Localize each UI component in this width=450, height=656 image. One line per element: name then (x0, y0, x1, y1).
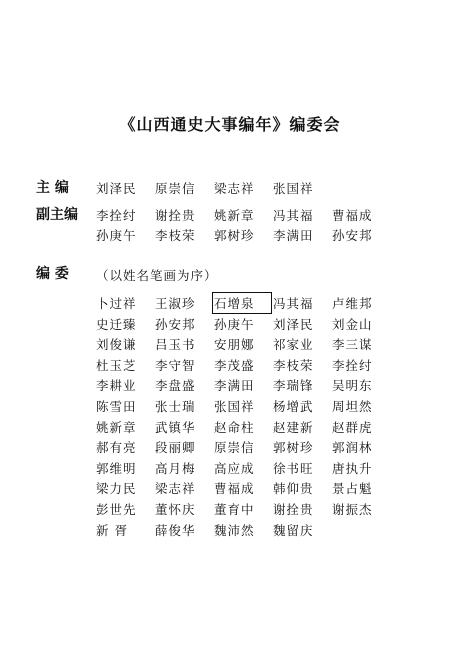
person-name: 董育中 (214, 502, 255, 517)
deputy-editor-row (36, 205, 88, 223)
person-name: 魏留庆 (273, 522, 314, 538)
person-name: 张士瑞 (155, 399, 196, 414)
chief-editor-row (36, 178, 88, 196)
person-name: 吕玉书 (155, 337, 196, 353)
person-name: 梁力民 (96, 481, 137, 497)
person-name: 原崇信 (155, 181, 196, 196)
person-name: 李拴纣 (96, 208, 137, 223)
person-name: 姚新章 (96, 419, 137, 435)
person-name: 王淑珍 (155, 296, 196, 311)
order-note: （以姓名笔画为序） (96, 268, 218, 283)
person-name: 高月梅 (155, 460, 196, 476)
person-name: 董怀庆 (155, 502, 196, 517)
person-name: 李满田 (214, 378, 255, 394)
person-name: 刘金山 (332, 316, 373, 332)
person-name: 李瑞锋 (273, 378, 314, 394)
person-name: 彭世先 (96, 502, 137, 517)
chief-editor-label: 主 编 (36, 180, 69, 196)
page-title: 《山西通史大事编年》编委会 (119, 115, 341, 134)
person-name: 梁志祥 (155, 481, 196, 497)
person-name: 孙安邦 (155, 316, 196, 332)
person-name: 郭维明 (96, 460, 137, 476)
person-name: 李枝荣 (155, 228, 196, 243)
committee-row (36, 264, 88, 282)
person-name: 韩仰贵 (273, 481, 314, 497)
person-name: 李三谋 (332, 337, 373, 353)
person-name: 郝有亮 (96, 440, 137, 456)
person-name: 周坦然 (332, 399, 373, 414)
person-name: 魏沛然 (214, 522, 255, 538)
person-name: 冯其福 (273, 208, 314, 223)
person-name: 谢振杰 (332, 502, 373, 517)
person-name: 赵命柱 (214, 419, 255, 435)
person-name: 武镇华 (155, 419, 196, 435)
person-name: 史迁臻 (96, 316, 137, 332)
person-name: 郭润林 (332, 440, 373, 456)
person-name: 郭树珍 (273, 440, 314, 456)
person-name: 卢维邦 (332, 296, 373, 311)
person-name: 薛俊华 (155, 522, 196, 538)
person-name: 姚新章 (214, 208, 255, 223)
person-name: 孙庚午 (96, 228, 137, 243)
person-name: 曹福成 (332, 208, 373, 223)
person-name: 郭树珍 (214, 228, 255, 243)
person-name: 景占魁 (332, 481, 373, 497)
person-name: 赵群虎 (332, 419, 373, 435)
person-name: 孙安邦 (332, 228, 373, 243)
person-name: 梁志祥 (214, 181, 255, 196)
person-name: 原崇信 (214, 440, 255, 456)
person-name: 李耕业 (96, 378, 137, 394)
person-name: 徐书旺 (273, 460, 314, 476)
person-name: 孙庚午 (214, 316, 255, 332)
person-name: 赵建新 (273, 419, 314, 435)
person-name: 谢拴贵 (273, 502, 314, 517)
person-name: 卜过祥 (96, 296, 137, 311)
person-name: 刘俊谦 (96, 337, 137, 353)
person-name: 李满田 (273, 228, 314, 243)
person-name: 冯其福 (273, 296, 314, 311)
person-name: 李守智 (155, 357, 196, 373)
person-name: 安朋娜 (214, 337, 255, 353)
person-name: 李盘盛 (155, 378, 196, 394)
committee-label: 编 委 (36, 266, 69, 282)
person-name: 新 胥 (96, 522, 128, 538)
person-name: 高应成 (214, 460, 255, 476)
person-name: 李茂盛 (214, 357, 255, 373)
person-name: 吴明东 (332, 378, 373, 394)
person-name: 曹福成 (214, 481, 255, 497)
person-name: 李枝荣 (273, 357, 314, 373)
person-name: 陈雪田 (96, 399, 137, 414)
person-name: 张国祥 (273, 181, 314, 196)
person-name: 李拴纣 (332, 357, 373, 373)
person-name: 杨增武 (273, 399, 314, 414)
person-name: 谢拴贵 (155, 208, 196, 223)
person-name: 杜玉芝 (96, 357, 137, 373)
person-name: 唐执升 (332, 460, 373, 476)
person-name: 张国祥 (214, 399, 255, 414)
person-name: 祁家业 (273, 337, 314, 353)
person-name: 刘泽民 (96, 181, 137, 196)
person-name: 刘泽民 (273, 316, 314, 332)
person-name: 段丽卿 (155, 440, 196, 456)
person-name: 石增泉 (214, 294, 270, 312)
deputy-editor-label: 副主编 (36, 207, 78, 223)
